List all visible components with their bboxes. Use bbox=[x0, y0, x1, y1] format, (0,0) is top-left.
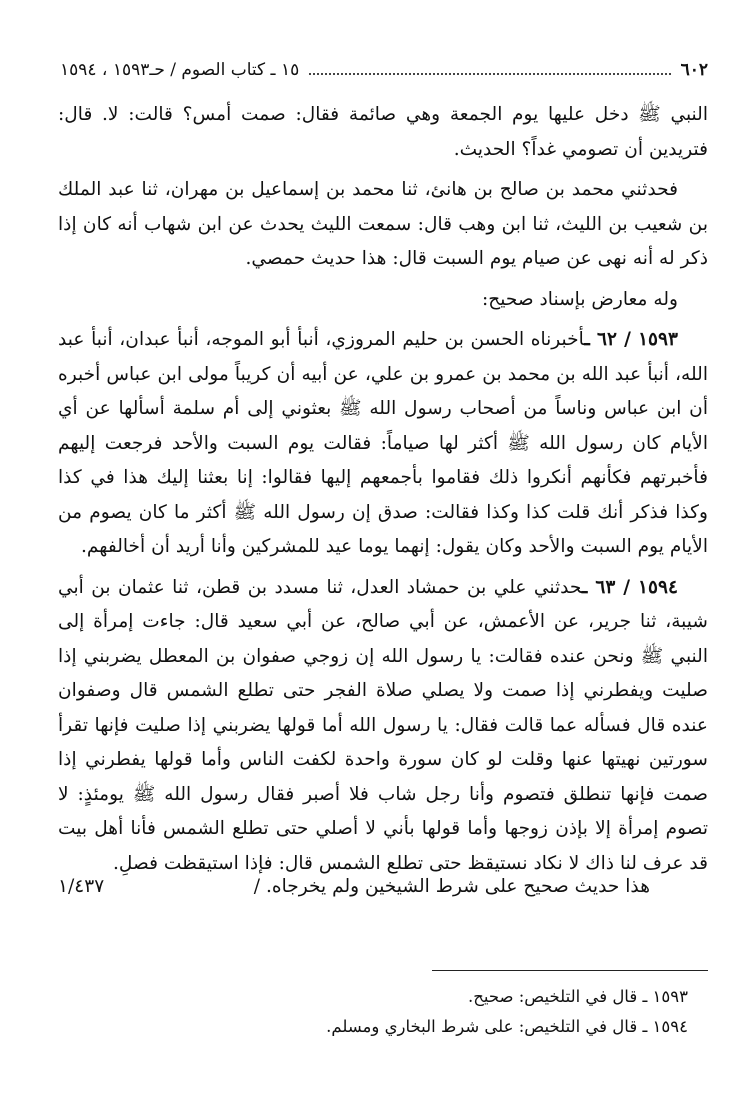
closing-verdict: هذا حديث صحيح على شرط الشيخين ولم يخرجاه. / bbox=[253, 876, 650, 897]
closing-line bbox=[58, 870, 708, 904]
footnote-divider bbox=[432, 970, 708, 971]
paragraph-intro: وله معارض بإسناد صحيح: bbox=[481, 288, 678, 310]
header-dotted-leader bbox=[309, 73, 670, 75]
hadith-text: أخبرناه الحسن بن حليم المروزي، أنبأ أبو الموجه، أنبأ عبدان، أنبأ عبد الله، أنبأ عبد الله بن محمد بن عمرو بن علي، عن أبيه أن كريباً مولى ابن عباس أخبره أن ابن عباس وناساً من أصحاب رسول الله ﷺ بعثوني إلى أم سلمة أسألها عن أي الأيام كان رسول الله ﷺ أكثر لها صياماً: فقالت يوم السبت والأحد فرجعت إليهم فأخبرتهم فكأنهم أنكروا ذلك فقاموا بأجمعهم إليها فقالوا: إنا بعثنا إليك هذا في كذا وكذا فذكر أنك قلت كذا وكذا فقالت: صدق إن رسول الله ﷺ أكثر ما كان يصوم من الأيام يوم السبت والأحد وكان يقول: إنهما يوما عيد للمشركين وأنا أريد أن أخالفهم. bbox=[58, 329, 708, 557]
footnote: ١٥٩٣ ـ قال في التلخيص: صحيح. bbox=[467, 987, 688, 1006]
hadith-1593 bbox=[58, 323, 708, 565]
footnote: ١٥٩٤ ـ قال في التلخيص: على شرط البخاري ومسلم. bbox=[326, 1017, 688, 1036]
hadith-text: حدثني علي بن حمشاد العدل، ثنا مسدد بن قطن، ثنا عثمان بن أبي شيبة، ثنا جرير، عن الأعمش، عن أبي صالح، عن أبي سعيد قال: جاءت إمرأة إلى النبي ﷺ ونحن عنده فقالت: يا رسول الله إن زوجي صفوان بن المعطل يضربني إذا صليت ويفطرني إذا صمت ولا يصلي صلاة الفجر حتى تطلع الشمس قال وصفوان عنده قال فسأله عما قالت فقال: يا رسول الله أما قولها يضربني إذا صليت فإنها تقرأ سورتين نهيتها عنها وقلت لو كان سورة واحدة لكفت الناس وأما قولها يفطرني إذا صمت فإنها تنطلق فتصوم وأنا رجل شاب فلا أصبر فقال رسول الله ﷺ يومئذٍ: لا تصوم إمرأة إلا بإذن زوجها وأما قولها بأني لا أصلي حتى تطلع الشمس فأنا أهل بيت قد عرف لنا ذاك لا نكاد نستيقظ حتى تطلع الشمس قال: فإذا استيقظت فصلِ. bbox=[58, 576, 708, 874]
running-header bbox=[60, 56, 708, 84]
hadith-1594 bbox=[58, 571, 708, 882]
hadith-number: ١٥٩٤ / ٦٣ ـ bbox=[581, 576, 678, 598]
paragraph-continuation: النبي ﷺ دخل عليها يوم الجمعة وهي صائمة فقال: صمت أمس؟ قالت: لا. قال: فتريدين أن تصومي غداً؟ الحديث. bbox=[58, 104, 708, 160]
main-text bbox=[58, 98, 708, 883]
paragraph-isnad: فحدثني محمد بن صالح بن هانئ، ثنا محمد بن إسماعيل بن مهران، ثنا عبد الملك بن شعيب بن الليث، ثنا ابن وهب قال: سمعت الليث يحدث عن ابن شهاب أنه كان إذا ذكر له أنه نهى عن صيام يوم السبت قال: هذا حديث حمصي. bbox=[58, 179, 708, 269]
running-title: ١٥ ـ كتاب الصوم / حـ١٥٩٣ ، ١٥٩٤ bbox=[60, 60, 300, 80]
page-number: ٦٠٢ bbox=[680, 60, 708, 80]
hadith-number: ١٥٩٣ / ٦٢ ـ bbox=[584, 329, 679, 350]
footnotes bbox=[58, 982, 708, 1042]
marginal-reference: ١/٤٣٧ bbox=[58, 876, 105, 897]
